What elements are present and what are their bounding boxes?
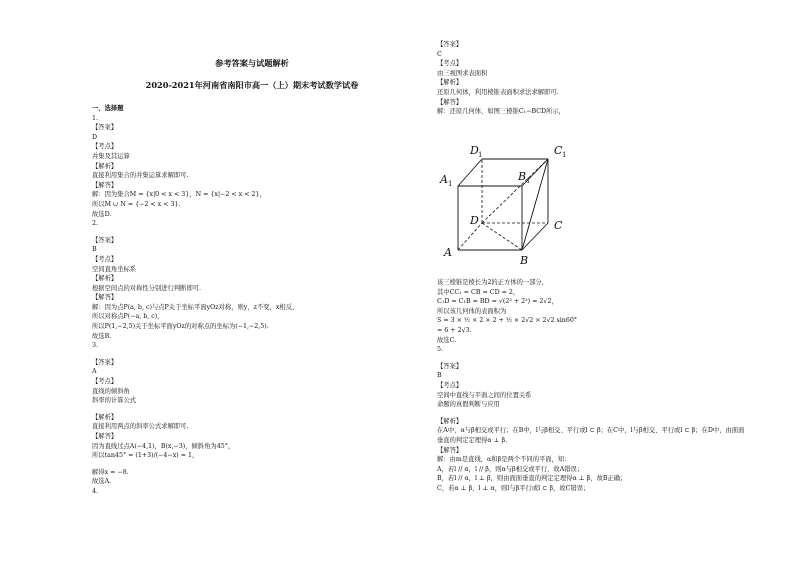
text-line: 【答案】 — [92, 124, 118, 132]
edge-a1d1 — [458, 159, 482, 186]
text-line: 根据空间点的对称性分别进行判断即可. — [92, 284, 202, 292]
text-line: 【解析】 — [92, 162, 118, 170]
text-line: 【考点】 — [92, 378, 118, 386]
label-a1-sub: 1 — [448, 180, 453, 188]
text-line: 【答案】 — [437, 41, 463, 48]
edge-db-hidden — [482, 223, 522, 250]
text-line: 并集及其运算 — [92, 152, 130, 160]
text-line: 故选B. — [92, 332, 112, 340]
text-line: B，若l // α，l ⊥ β，则由面面垂直的判定定理得α ⊥ β，故B正确； — [437, 475, 627, 483]
text-line: 由三视图求表面积 — [437, 69, 488, 77]
text-line: A，若l // α，l // β，则α与β相交或平行，故A错误； — [437, 465, 584, 473]
text-line: 1. — [92, 114, 99, 122]
text-line: 空间中直线与平面之间的位置关系 — [437, 391, 532, 399]
text-line: 因为直线过点A(−4,1)，B(x,−3)，倾斜角为45°， — [92, 442, 235, 450]
text-line: C₁D = C₁B = BD = √(2² + 2²) = 2√2， — [437, 298, 558, 306]
right-column-top — [437, 40, 767, 117]
text-line: 【答案】 — [92, 236, 118, 244]
right-column — [437, 40, 767, 117]
left-column — [92, 104, 412, 497]
text-line: 直接利用集合的并集运算求解即可. — [92, 172, 189, 180]
text-line: = 6 + 2√3. — [437, 326, 472, 334]
cube-diagram — [436, 134, 586, 266]
text-line — [92, 351, 412, 358]
label-b1: B — [518, 170, 527, 183]
text-line: 解：由m是直线，α和β是两个不同的平面，知： — [437, 456, 571, 464]
text-line: S = 3 × ½ × 2 × 2 + ½ × 2√2 × 2√2 sin60° — [437, 317, 578, 325]
text-line: B — [437, 372, 442, 380]
text-line — [437, 355, 767, 362]
text-line: 垂直的判定定理得α ⊥ β. — [437, 436, 508, 444]
text-line: 【解析】 — [437, 79, 463, 87]
text-line — [92, 406, 412, 413]
text-line: 【答案】 — [437, 362, 463, 370]
text-line: 故选A. — [92, 478, 112, 486]
text-line: 【考点】 — [437, 381, 463, 389]
text-line: B — [92, 246, 97, 254]
text-line: 故选D. — [92, 210, 112, 218]
text-line: 故选C. — [437, 336, 457, 344]
text-line: C — [437, 50, 442, 58]
text-line: 解：因为集合M = {x|0 < x < 3}，N = {x|−2 < x < 2}， — [92, 191, 266, 199]
text-line — [92, 229, 412, 236]
text-line: 该三棱锥是棱长为2的正方体的一部分， — [437, 279, 549, 286]
text-line: 【解答】 — [92, 433, 118, 440]
text-line: 所以M ∪ N = {−2 < x < 3}. — [92, 200, 181, 208]
text-line: 【考点】 — [92, 255, 118, 263]
label-d1-sub: 1 — [478, 151, 483, 159]
text-line: 【答案】 — [92, 358, 118, 366]
page-title: 参考答案与试题解析 — [215, 58, 289, 68]
text-line: 【考点】 — [92, 143, 118, 151]
text-line: A — [92, 368, 97, 376]
text-line: 解得x = −8. — [92, 468, 129, 476]
text-line: 【解答】 — [437, 98, 463, 106]
label-b1-sub: 1 — [526, 177, 531, 185]
label-d1: D — [470, 144, 479, 157]
text-line: 所以P(1,−2,5)关于坐标平面yOz的对称点的坐标为(−1,−2,5). — [92, 323, 269, 331]
text-line — [437, 410, 767, 417]
edge-dc1-hidden — [482, 159, 548, 223]
text-line: 2. — [92, 220, 99, 228]
text-line: 【解答】 — [437, 446, 463, 454]
left-column-body — [92, 114, 412, 497]
exam-title: 2020-2021年河南省南阳市高一（上）期末考试数学试卷 — [145, 80, 359, 90]
text-line: C，若α ⊥ β，l ⊥ α，则l与β平行或l ⊂ β，故C错误； — [437, 484, 590, 492]
text-line: 4. — [92, 487, 99, 495]
section-heading: 一、选择题 — [92, 105, 124, 112]
label-b: B — [520, 254, 529, 266]
text-line: D — [92, 133, 98, 141]
text-line: 3. — [92, 342, 99, 350]
text-line: 【解析】 — [437, 417, 463, 425]
text-line: 所以对称点P(−a, b, c)， — [92, 313, 164, 321]
text-line: 所以tan45° = (1+3)/(−4−x) = 1， — [92, 452, 199, 460]
text-line: 还原几何体，利用棱锥表面积求法求解即可. — [437, 88, 559, 96]
text-line: 【解答】 — [92, 181, 118, 189]
text-line: 空间直角坐标系 — [92, 265, 137, 273]
text-line: 解：因为点P(a, b, c)与点P关于坐标平面yOz对称，则y，z不变，x相反， — [92, 303, 299, 311]
text-line: 其中CC₁ = CB = CD = 2， — [437, 288, 520, 296]
label-c1: C — [554, 144, 563, 157]
label-d: D — [470, 214, 479, 227]
right-column-lower — [437, 278, 767, 493]
label-a: A — [444, 246, 452, 259]
edge-ad-hidden — [458, 223, 482, 250]
text-line: 【解析】 — [92, 275, 118, 283]
text-line: 【考点】 — [437, 60, 463, 68]
text-line: 5. — [437, 346, 444, 354]
text-line: 所以该几何体的表面积为 — [437, 307, 507, 315]
text-line: 【解析】 — [92, 413, 118, 421]
label-a1: A — [440, 173, 448, 186]
right-column-bottom — [437, 278, 767, 493]
text-line: 在A中，α与β相交或平行；在B中，l与β相交、平行或l ⊂ β；在C中，l与β相交、平行或l ⊂ β；在D中，由面面 — [437, 427, 745, 435]
text-line: 命题的真假判断与应用 — [437, 401, 500, 409]
text-line: 斜率的计算公式 — [92, 397, 137, 405]
text-line: 直线的倾斜角 — [92, 387, 130, 395]
text-line: 直接利用两点的斜率公式求解即可. — [92, 423, 189, 431]
label-c: C — [554, 219, 563, 232]
text-line: 解：还原几何体，如图三棱锥C₁−BCD所示， — [437, 108, 565, 116]
cube-figure — [436, 134, 586, 266]
text-line — [92, 461, 412, 468]
text-line: 【解答】 — [92, 294, 118, 302]
label-c1-sub: 1 — [562, 151, 567, 159]
